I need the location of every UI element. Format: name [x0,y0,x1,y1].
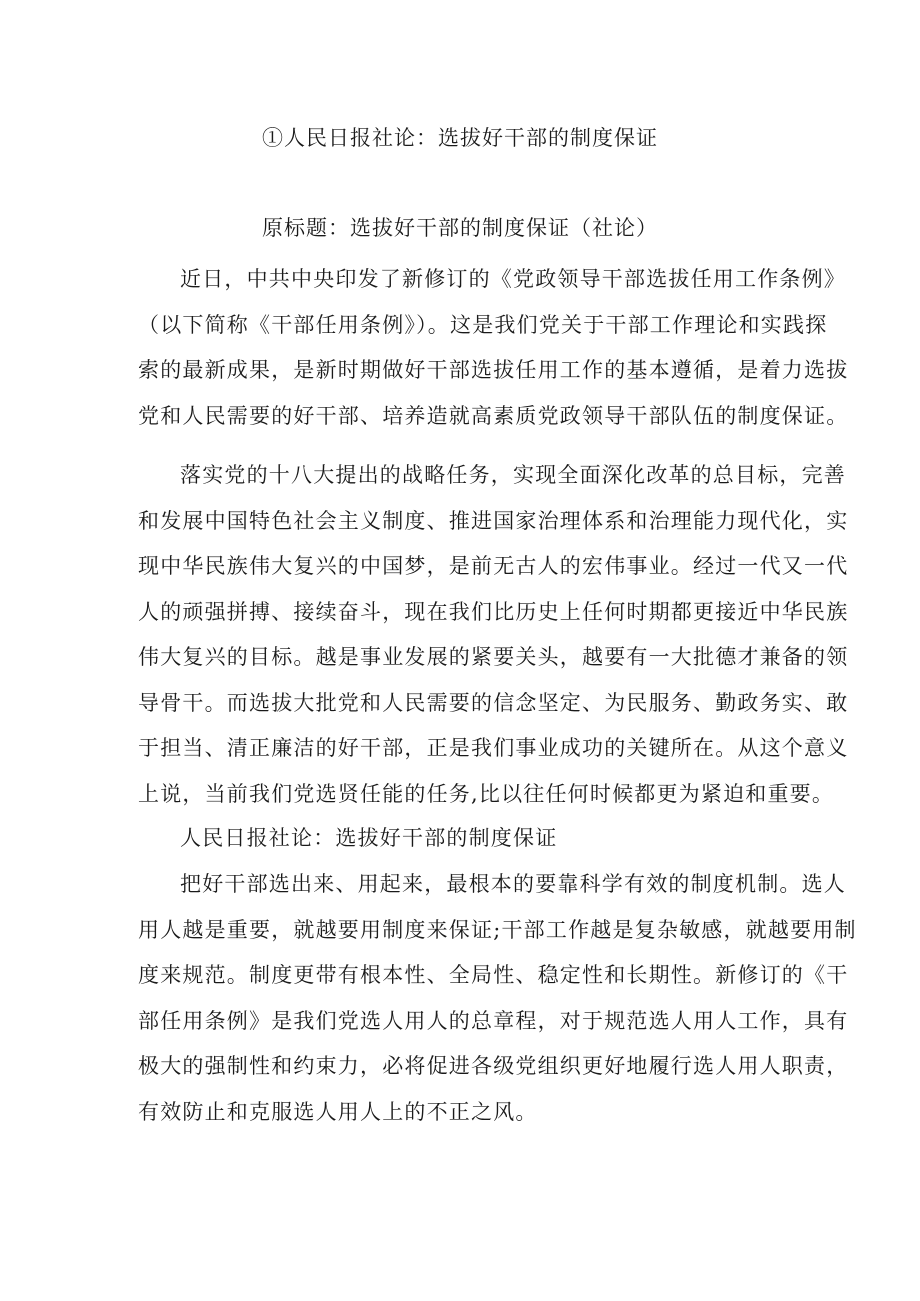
paragraph-line: 部任用条例》是我们党选人用人的总章程，对于规范选人用人工作，具有 [138,1008,849,1033]
paragraph-2 [138,453,849,817]
paragraph-line: 上说，当前我们党选贤任能的任务,比以往任何时候都更为紧迫和重要。 [138,781,835,806]
paragraph-line: 于担当、清正廉洁的好干部，正是我们事业成功的关键所在。从这个意义 [138,736,849,760]
paragraph-line: 和发展中国特色社会主义制度、推进国家治理体系和治理能力现代化，实 [138,508,849,533]
paragraph-line: 导骨干。而选拔大批党和人民需要的信念坚定、为民服务、勤政务实、敢 [138,690,849,715]
paragraph-line: 度来规范。制度更带有根本性、全局性、稳定性和长期性。新修订的《干 [138,963,849,987]
paragraph-line: 现中华民族伟大复兴的中国梦，是前无古人的宏伟事业。经过一代又一代 [138,554,849,578]
paragraph-line: 把好干部选出来、用起来，最根本的要靠科学有效的制度机制。选人 [180,872,846,896]
document-title: ①人民日报社论：选拔好干部的制度保证 [262,126,658,150]
section-heading [138,816,798,862]
paragraph-line: （以下简称《干部任用条例》）。这是我们党关于干部工作理论和实践探 [138,312,828,337]
paragraph-3 [138,862,857,1135]
paragraph-1 [138,257,849,439]
paragraph-line: 落实党的十八大提出的战略任务，实现全面深化改革的总目标，完善 [180,463,846,487]
paragraph-line: 近日，中共中央印发了新修订的《党政领导干部选拔任用工作条例》 [180,267,846,291]
paragraph-line: 极大的强制性和约束力，必将促进各级党组织更好地履行选人用人职责， [138,1054,849,1078]
paragraph-line: 索的最新成果，是新时期做好干部选拔任用工作的基本遵循，是着力选拔 [138,358,849,382]
paragraph-line: 人的顽强拼搏、接续奋斗，现在我们比历史上任何时期都更接近中华民族 [138,599,849,624]
paragraph-line: 党和人民需要的好干部、培养造就高素质党政领导干部队伍的制度保证。 [138,403,849,428]
section-heading-text: 人民日报社论：选拔好干部的制度保证 [180,826,558,850]
paragraph-line: 用人越是重要，就越要用制度来保证;干部工作越是复杂敏感，就越要用制 [138,917,857,942]
document-subtitle: 原标题：选拔好干部的制度保证（社论） [262,216,658,240]
paragraph-line: 伟大复兴的目标。越是事业发展的紧要关头，越要有一大批德才兼备的领 [138,645,849,669]
paragraph-line: 有效防止和克服选人用人上的不正之风。 [138,1099,538,1124]
